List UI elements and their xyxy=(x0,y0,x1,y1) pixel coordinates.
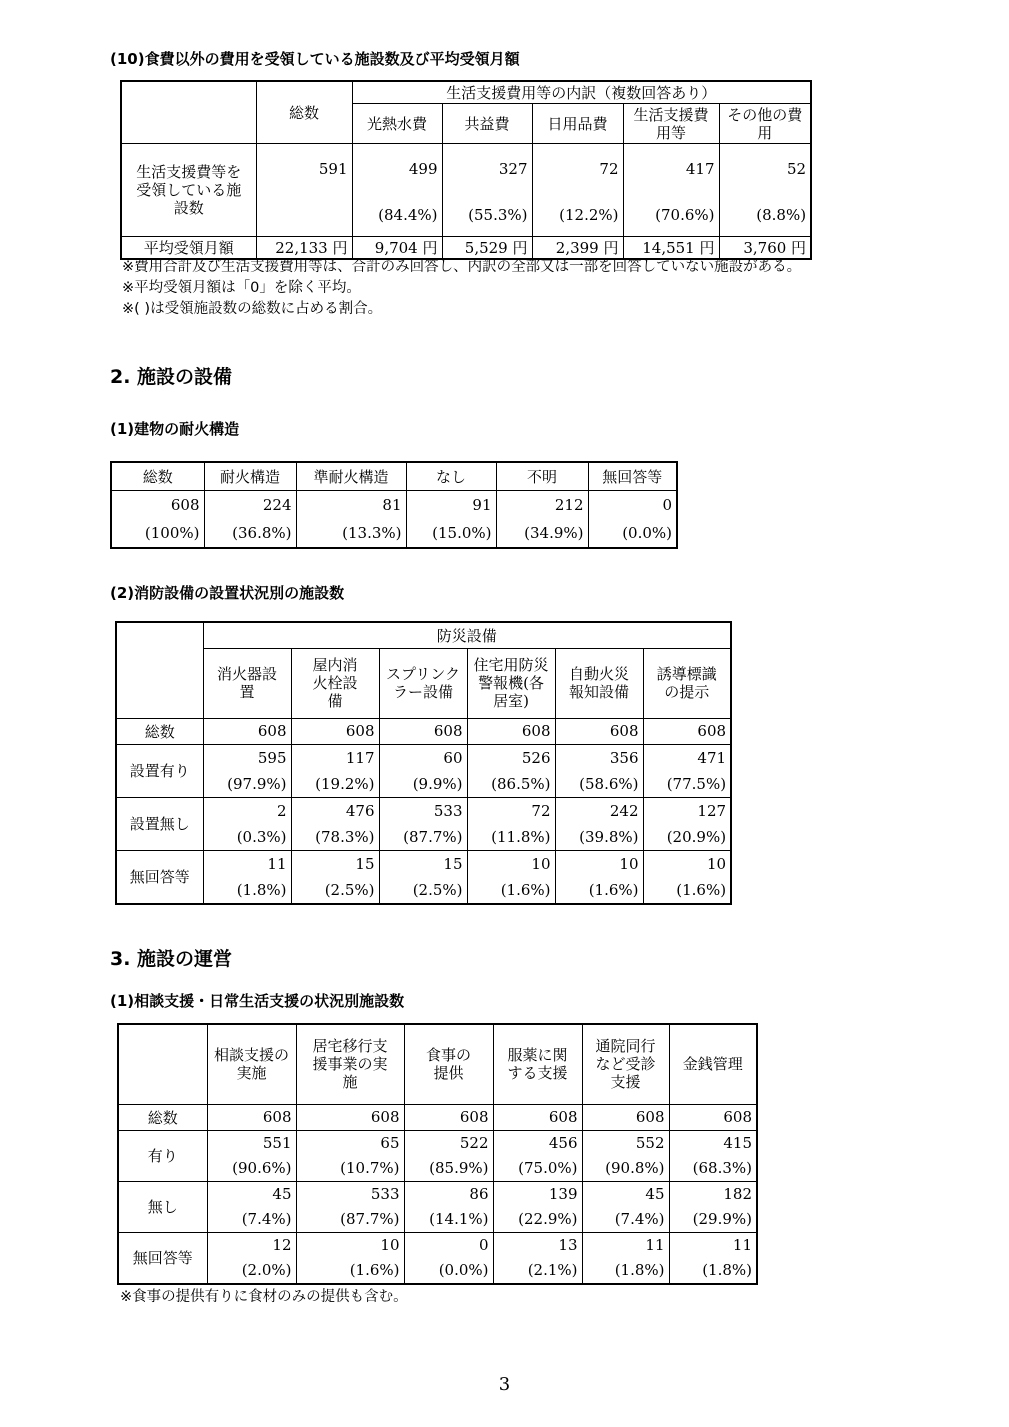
fire-col-exit-sign: 誘導標識の提示 xyxy=(643,648,731,718)
fire-value: 356 xyxy=(609,748,639,767)
support-total: 608 xyxy=(669,1104,757,1130)
support-pct: (1.6%) xyxy=(349,1260,400,1279)
support-pct: (29.9%) xyxy=(692,1209,752,1228)
fireproof-value: 212 xyxy=(554,495,584,514)
fire-pct: (0.3%) xyxy=(236,827,287,846)
section-10-title: (10)食費以外の費用を受領している施設数及び平均受領月額 xyxy=(110,50,520,68)
section-2-1-title: (1)建物の耐火構造 xyxy=(110,420,240,438)
support-pct: (2.1%) xyxy=(527,1260,578,1279)
support-total: 608 xyxy=(493,1104,582,1130)
fire-pct: (19.2%) xyxy=(315,774,375,793)
fire-col-sprinkler: スプリンクラー設備 xyxy=(379,648,467,718)
fire-value: 242 xyxy=(609,801,639,820)
support-pct: (90.8%) xyxy=(605,1158,665,1177)
support-pct: (1.8%) xyxy=(614,1260,665,1279)
fire-col-extinguisher: 消火器設置 xyxy=(203,648,291,718)
fee-average-daily: 2,399 円 xyxy=(532,237,623,260)
fireproof-header: 不明 xyxy=(496,462,588,490)
fee-pct-support: (70.6%) xyxy=(655,206,715,224)
support-pct: (0.0%) xyxy=(438,1260,489,1279)
support-note: ※食事の提供有りに食材のみの提供も含む。 xyxy=(120,1289,408,1305)
fire-value: 11 xyxy=(267,854,287,873)
fee-value-other: 52 xyxy=(786,160,807,178)
fire-pct: (11.8%) xyxy=(491,827,551,846)
fire-value: 10 xyxy=(531,854,551,873)
fireproof-pct: (13.3%) xyxy=(342,523,402,542)
fee-pct-other: (8.8%) xyxy=(756,206,807,224)
section-2-2-title: (2)消防設備の設置状況別の施設数 xyxy=(110,584,345,602)
fire-total: 608 xyxy=(643,718,731,744)
fee-note: ※( )は受領施設数の総数に占める割合。 xyxy=(122,301,383,317)
fire-value: 15 xyxy=(443,854,463,873)
fee-col-other: その他の費用 xyxy=(719,104,811,144)
fire-total: 608 xyxy=(203,718,291,744)
support-table-corner xyxy=(118,1024,207,1104)
support-value: 522 xyxy=(459,1133,489,1152)
support-pct: (75.0%) xyxy=(518,1158,578,1177)
section-3-1-title: (1)相談支援・日常生活支援の状況別施設数 xyxy=(110,992,405,1010)
fire-pct: (86.5%) xyxy=(491,774,551,793)
fire-pct: (1.8%) xyxy=(236,880,287,899)
fire-pct: (78.3%) xyxy=(315,827,375,846)
support-value: 456 xyxy=(548,1133,578,1152)
fee-average-total: 22,133 円 xyxy=(256,237,352,260)
fire-value: 476 xyxy=(345,801,375,820)
fee-table xyxy=(120,80,812,260)
support-value: 182 xyxy=(723,1184,752,1203)
support-pct: (7.4%) xyxy=(241,1209,292,1228)
fireproof-pct: (0.0%) xyxy=(622,523,672,542)
support-value: 86 xyxy=(469,1184,489,1203)
fireproof-pct: (100%) xyxy=(144,523,200,542)
support-pct: (68.3%) xyxy=(692,1158,752,1177)
support-col-transition: 居宅移行支援事業の実施 xyxy=(296,1024,404,1104)
support-total: 608 xyxy=(582,1104,669,1130)
fee-pct-common: (55.3%) xyxy=(468,206,528,224)
fire-value: 471 xyxy=(697,748,727,767)
support-pct: (85.9%) xyxy=(429,1158,489,1177)
support-value: 12 xyxy=(272,1235,292,1254)
support-value: 45 xyxy=(272,1184,292,1203)
support-col-hospital: 通院同行など受診支援 xyxy=(582,1024,669,1104)
fire-col-alarm: 住宅用防災警報機(各居室) xyxy=(467,648,555,718)
fee-note: ※平均受領月額は「0」を除く平均。 xyxy=(122,280,361,296)
support-row-noanswer-label: 無回答等 xyxy=(118,1232,207,1284)
fee-header-group: 生活支援費用等の内訳（複数回答あり） xyxy=(352,81,811,104)
fire-row-noanswer-label: 無回答等 xyxy=(116,850,203,904)
support-pct: (10.7%) xyxy=(340,1158,400,1177)
support-pct: (87.7%) xyxy=(340,1209,400,1228)
support-row-no-label: 無し xyxy=(118,1181,207,1232)
fireproof-pct: (36.8%) xyxy=(232,523,292,542)
support-value: 45 xyxy=(645,1184,665,1203)
fireproof-value: 608 xyxy=(170,495,200,514)
support-pct: (7.4%) xyxy=(614,1209,665,1228)
support-row-yes-label: 有り xyxy=(118,1130,207,1181)
fire-pct: (77.5%) xyxy=(666,774,727,793)
fire-pct: (39.8%) xyxy=(579,827,639,846)
fee-average-common: 5,529 円 xyxy=(442,237,532,260)
fire-pct: (1.6%) xyxy=(676,880,727,899)
fire-total-label: 総数 xyxy=(116,718,203,744)
fire-pct: (2.5%) xyxy=(412,880,463,899)
fire-value: 127 xyxy=(697,801,727,820)
support-value: 552 xyxy=(635,1133,665,1152)
fireproof-header: 無回答等 xyxy=(588,462,677,490)
fire-equipment-group: 防災設備 xyxy=(203,622,731,648)
fire-pct: (58.6%) xyxy=(579,774,639,793)
fire-total: 608 xyxy=(467,718,555,744)
fire-pct: (1.6%) xyxy=(588,880,639,899)
support-pct: (1.8%) xyxy=(702,1260,752,1279)
fee-average-support: 14,551 円 xyxy=(623,237,719,260)
fire-equipment-corner xyxy=(116,622,203,718)
fee-value-utilities: 499 xyxy=(408,160,438,178)
fire-equipment-table xyxy=(115,621,732,905)
fire-value: 595 xyxy=(257,748,287,767)
section-3-title: 3. 施設の運営 xyxy=(110,948,233,970)
fee-pct-daily: (12.2%) xyxy=(559,206,619,224)
support-value: 0 xyxy=(478,1235,489,1254)
fireproof-value: 91 xyxy=(472,495,492,514)
fee-row-facilities-label: 生活支援費等を受領している施設数 xyxy=(121,144,256,237)
fee-row-average-label: 平均受領月額 xyxy=(121,237,256,260)
fee-col-support: 生活支援費用等 xyxy=(623,104,719,144)
fee-table-corner xyxy=(121,81,256,144)
fee-col-daily: 日用品費 xyxy=(532,104,623,144)
support-total: 608 xyxy=(296,1104,404,1130)
fireproof-table xyxy=(110,461,678,549)
support-pct: (2.0%) xyxy=(241,1260,292,1279)
fee-note: ※費用合計及び生活支援費用等は、合計のみ回答し、内訳の全部又は一部を回答していない施設がある。 xyxy=(122,259,802,275)
fire-value: 533 xyxy=(433,801,463,820)
fee-average-other: 3,760 円 xyxy=(719,237,811,260)
support-total-label: 総数 xyxy=(118,1104,207,1130)
support-pct: (90.6%) xyxy=(232,1158,292,1177)
fireproof-header: なし xyxy=(406,462,496,490)
support-col-meal: 食事の提供 xyxy=(404,1024,493,1104)
fee-col-utilities: 光熱水費 xyxy=(352,104,442,144)
fire-pct: (20.9%) xyxy=(666,827,727,846)
fire-total: 608 xyxy=(291,718,379,744)
support-col-money: 金銭管理 xyxy=(669,1024,757,1104)
fire-value: 15 xyxy=(355,854,375,873)
fire-value: 60 xyxy=(443,748,463,767)
support-value: 13 xyxy=(558,1235,578,1254)
fireproof-header: 耐火構造 xyxy=(204,462,296,490)
fire-value: 117 xyxy=(345,748,375,767)
fire-total: 608 xyxy=(555,718,643,744)
fee-header-total: 総数 xyxy=(256,81,352,144)
support-table xyxy=(117,1023,758,1285)
support-value: 533 xyxy=(370,1184,400,1203)
fire-col-hydrant: 屋内消火栓設備 xyxy=(291,648,379,718)
fire-pct: (87.7%) xyxy=(403,827,463,846)
support-value: 415 xyxy=(723,1133,752,1152)
fire-value: 10 xyxy=(706,854,727,873)
support-value: 551 xyxy=(262,1133,292,1152)
fire-pct: (1.6%) xyxy=(500,880,551,899)
support-pct: (14.1%) xyxy=(429,1209,489,1228)
fire-value: 2 xyxy=(276,801,287,820)
support-value: 139 xyxy=(548,1184,578,1203)
support-total: 608 xyxy=(404,1104,493,1130)
fee-notes xyxy=(122,257,801,320)
fee-value-support: 417 xyxy=(685,160,715,178)
fire-row-no-label: 設置無し xyxy=(116,797,203,850)
fireproof-header: 総数 xyxy=(111,462,204,490)
support-value: 65 xyxy=(380,1133,400,1152)
fire-col-auto-alarm: 自動火災報知設備 xyxy=(555,648,643,718)
fire-row-yes-label: 設置有り xyxy=(116,744,203,797)
fire-value: 526 xyxy=(521,748,551,767)
fire-pct: (2.5%) xyxy=(324,880,375,899)
fee-pct-utilities: (84.4%) xyxy=(378,206,438,224)
fee-average-utilities: 9,704 円 xyxy=(352,237,442,260)
page-number: 3 xyxy=(498,1374,511,1395)
fire-pct: (9.9%) xyxy=(412,774,463,793)
fireproof-pct: (15.0%) xyxy=(432,523,492,542)
support-total: 608 xyxy=(207,1104,296,1130)
fee-col-common: 共益費 xyxy=(442,104,532,144)
support-value: 11 xyxy=(645,1235,665,1254)
support-col-consult: 相談支援の実施 xyxy=(207,1024,296,1104)
fire-value: 10 xyxy=(619,854,639,873)
section-2-title: 2. 施設の設備 xyxy=(110,366,233,388)
fireproof-pct: (34.9%) xyxy=(524,523,584,542)
fee-row-facilities-total: 591 xyxy=(256,144,352,237)
fireproof-value: 224 xyxy=(262,495,292,514)
support-value: 10 xyxy=(380,1235,400,1254)
fire-pct: (97.9%) xyxy=(227,774,287,793)
support-pct: (22.9%) xyxy=(518,1209,578,1228)
fireproof-value: 0 xyxy=(662,495,672,514)
fireproof-header: 準耐火構造 xyxy=(296,462,406,490)
fireproof-value: 81 xyxy=(382,495,402,514)
support-col-medication: 服薬に関する支援 xyxy=(493,1024,582,1104)
fee-value-common: 327 xyxy=(498,160,528,178)
fee-value-daily: 72 xyxy=(599,160,619,178)
fire-value: 72 xyxy=(531,801,551,820)
fire-total: 608 xyxy=(379,718,467,744)
support-value: 11 xyxy=(732,1235,752,1254)
